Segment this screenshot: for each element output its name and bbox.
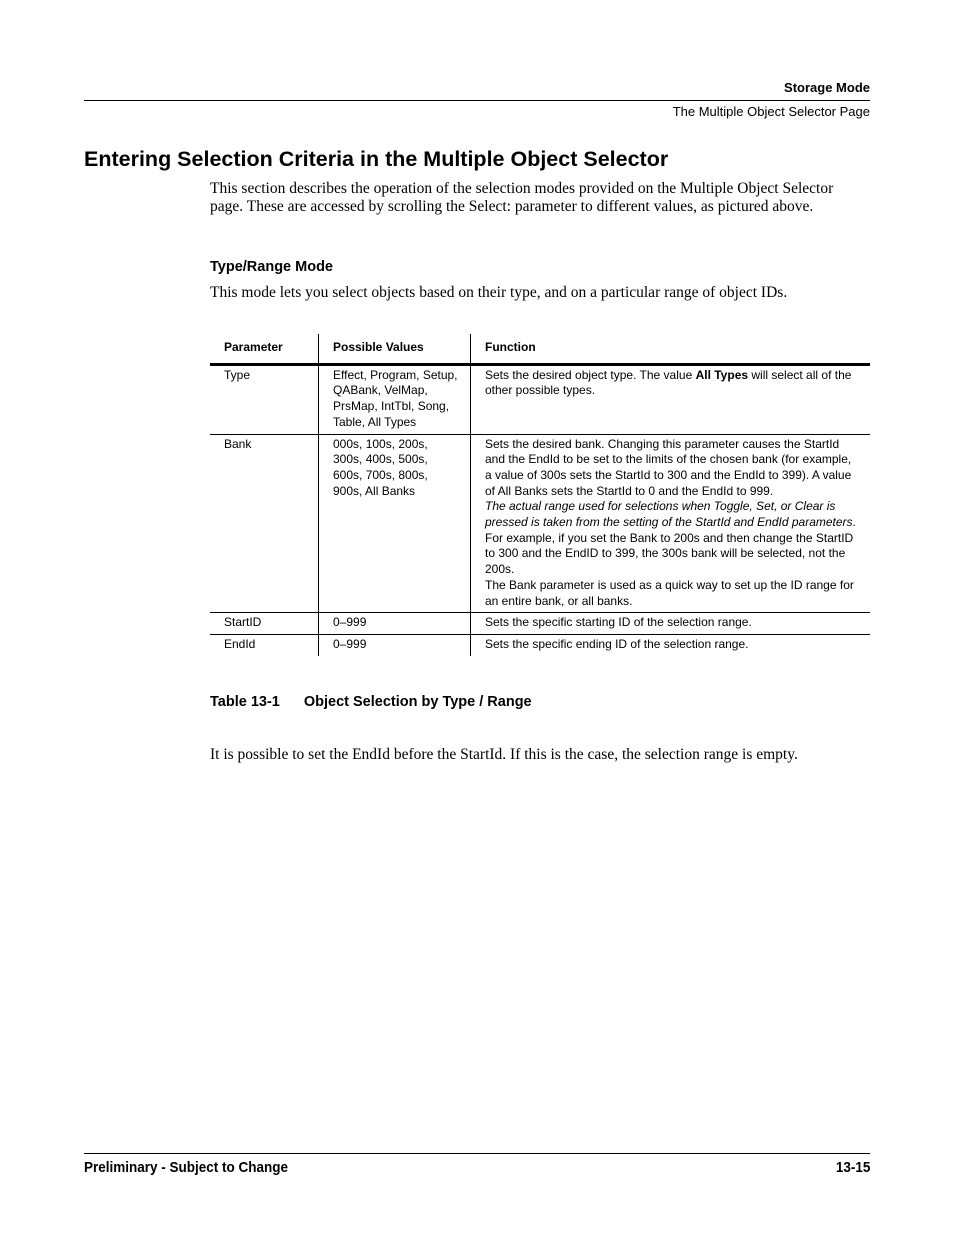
function-text: Sets the desired object type. The value	[485, 367, 696, 382]
cell-function	[471, 434, 871, 613]
table-row-bank	[210, 434, 870, 613]
section-title: Entering Selection Criteria in the Multiple Object Selector	[84, 147, 669, 171]
cell-parameter: EndId	[210, 634, 319, 655]
footer-status: Preliminary - Subject to Change	[84, 1159, 289, 1176]
running-header-page-title: The Multiple Object Selector Page	[672, 104, 870, 119]
function-text: will select all of the other possible types.	[485, 367, 852, 398]
cell-values: Effect, Program, Setup, QABank, VelMap, PrsMap, IntTbl, Song, Table, All Types	[319, 364, 471, 434]
cell-function: Sets the specific ending ID of the selection range.	[485, 636, 749, 651]
column-header-function: Function	[471, 334, 871, 364]
table-row-startid	[210, 613, 870, 635]
page-number: 13-15	[835, 1159, 870, 1176]
subsection-title: Type/Range Mode	[210, 259, 333, 275]
table-caption-title: Object Selection by Type / Range	[303, 694, 532, 710]
cell-parameter: Type	[210, 364, 319, 434]
function-paragraph: The Bank parameter is used as a quick way to set up the ID range for an entire bank, or all banks.	[485, 577, 854, 608]
cell-values: 0–999	[319, 613, 471, 635]
function-text: . For example, if you set the Bank to 200s and then change the StartID to 300 and the EndID to 399, the 300s bank will be selected, not the 200s.	[485, 515, 856, 577]
cell-values: 0–999	[319, 634, 471, 655]
function-paragraph	[485, 499, 860, 578]
table-row-type	[210, 364, 870, 434]
header-rule	[84, 100, 870, 101]
cell-values: 000s, 100s, 200s, 300s, 400s, 500s, 600s, 700s, 800s, 900s, All Banks	[319, 434, 471, 613]
cell-parameter: StartID	[210, 613, 319, 635]
column-header-parameter: Parameter	[210, 334, 319, 364]
subsection-text: This mode lets you select objects based on their type, and on a particular range of object IDs.	[210, 284, 788, 301]
running-header-chapter: Storage Mode	[784, 80, 870, 95]
object-selection-table	[210, 334, 870, 656]
function-bold-text: All Types	[695, 367, 749, 382]
range-note: It is possible to set the EndId before the StartId. If this is the case, the selection range is empty.	[210, 746, 798, 763]
footer-rule	[84, 1153, 870, 1154]
table-header-row	[210, 334, 870, 364]
table-caption-number: Table 13-1	[210, 694, 280, 710]
cell-function	[471, 364, 871, 434]
cell-function: Sets the specific starting ID of the selection range.	[471, 613, 871, 635]
table-caption	[210, 694, 532, 710]
function-italic-text: The actual range used for selections when Toggle, Set, or Clear is pressed is taken from the setting of the StartId and EndId parameters	[485, 499, 853, 530]
table-row-endid	[210, 634, 870, 655]
cell-parameter: Bank	[210, 434, 319, 613]
column-header-possible-values: Possible Values	[319, 334, 471, 364]
function-paragraph: Sets the desired bank. Changing this parameter causes the StartId and the EndId to be set to the limits of the chosen bank (for example, a value of 300s sets the StartId to 300 and the EndId to 399). A value of All Banks sets the StartId to 0 and the EndId to 999.	[485, 436, 852, 498]
section-intro: This section describes the operation of the selection modes provided on the Multiple Object Selector page. These are accessed by scrolling the Select: parameter to different values, as pictured above.	[210, 180, 834, 215]
